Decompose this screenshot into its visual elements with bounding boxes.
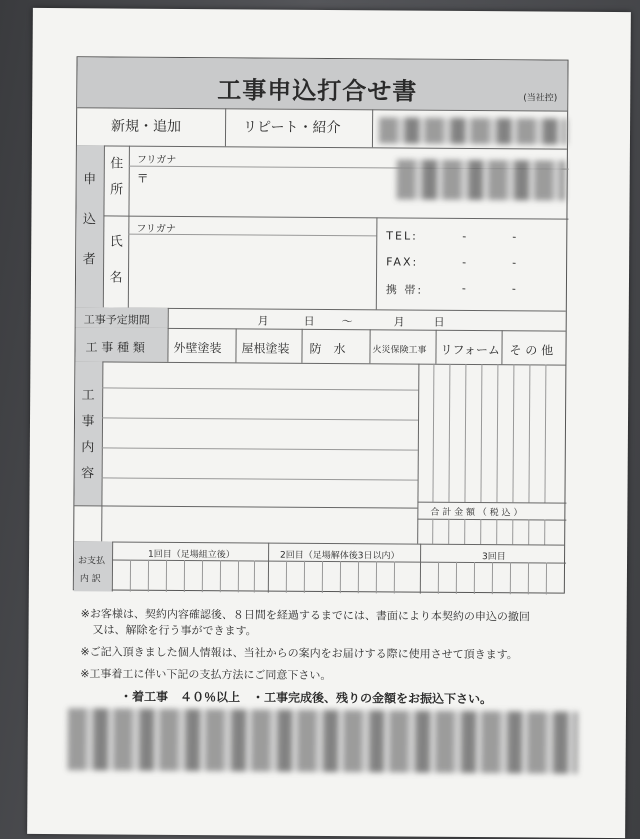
work-type-exterior[interactable]: 外壁塗装	[173, 340, 222, 356]
period-month-1: 月	[257, 314, 269, 328]
tel-label: TEL:	[386, 229, 418, 243]
applicant-char-3: 者	[82, 252, 96, 268]
fax-dash-1: -	[462, 255, 467, 269]
content-char-2: 事	[81, 414, 95, 430]
payment-3-label: 3回目	[482, 552, 506, 563]
form-sheet	[27, 8, 631, 838]
content-char-3: 内	[81, 440, 95, 456]
application-form	[73, 56, 569, 593]
payment-label-2: 内 訳	[79, 574, 101, 585]
work-type-waterproof[interactable]: 防 水	[309, 341, 346, 357]
note-withdrawal-cont: 又は、解除を行う事ができます。	[92, 623, 257, 638]
postal-mark: 〒	[136, 171, 149, 186]
name-furigana-label: フリガナ	[136, 223, 176, 235]
payment-2-label: 2回目（足場解体後3日以内）	[280, 550, 400, 562]
note-payment-consent: ※工事着工に伴い下記の支払方法にご同意下さい。	[80, 667, 332, 683]
work-type-fire-insurance[interactable]: 火災保険工事	[372, 345, 427, 356]
work-type-other[interactable]: そ の 他	[509, 343, 554, 358]
notes-section	[80, 606, 561, 707]
owner-copy-label: (当社控)	[523, 93, 558, 104]
redacted-company-info	[379, 117, 567, 144]
period-tilde: 〜	[341, 315, 353, 329]
mobile-dash-1: -	[461, 281, 466, 295]
redacted-footer	[68, 708, 578, 774]
content-char-1: 工	[81, 388, 95, 404]
mobile-dash-2: -	[511, 282, 516, 296]
name-char-1: 氏	[109, 234, 123, 250]
form-title: 工事申込打合せ書	[217, 76, 418, 106]
tel-dash-2: -	[512, 230, 517, 244]
work-type-reform[interactable]: リフォーム	[440, 342, 500, 358]
tel-dash-1: -	[462, 229, 467, 243]
fax-dash-2: -	[512, 256, 517, 270]
redacted-address	[397, 159, 565, 200]
type-repeat-option[interactable]: リピート・紹介	[243, 119, 341, 137]
work-type-label: 工 事 種 類	[85, 340, 146, 355]
applicant-char-2: 込	[82, 212, 96, 228]
total-amount-label: 合 計 金 額 （ 税 込 ）	[430, 507, 523, 519]
name-char-2: 名	[109, 270, 123, 286]
mobile-label: 携 帯:	[385, 283, 424, 297]
period-month-2: 月	[393, 315, 405, 329]
period-day-1: 日	[303, 314, 315, 328]
applicant-char-1: 申	[83, 172, 97, 188]
period-label: 工事予定期間	[83, 313, 150, 327]
address-furigana-label: フリガナ	[136, 154, 177, 166]
payment-1-label: 1回目（足場組立後）	[148, 549, 235, 561]
note-privacy: ※ご記入頂きました個人情報は、当社からの案内をお届けする際に使用させて頂きます。	[80, 645, 518, 662]
address-char-2: 所	[110, 182, 124, 198]
note-payment-method: ・着工事 ４０％以上 ・工事完成後、残りの金額をお振込下さい。	[120, 689, 493, 707]
type-new-option[interactable]: 新規・追加	[111, 118, 182, 135]
note-withdrawal: ※お客様は、契約内容確認後、８日間を経過するまでには、書面により本契約の申込の撤回	[80, 607, 530, 624]
content-char-4: 容	[81, 466, 95, 482]
work-type-roof[interactable]: 屋根塗装	[241, 341, 290, 356]
period-day-2: 日	[433, 315, 445, 329]
address-char-1: 住	[110, 156, 124, 172]
payment-label-1: お支払	[77, 556, 106, 567]
fax-label: FAX:	[386, 255, 419, 269]
